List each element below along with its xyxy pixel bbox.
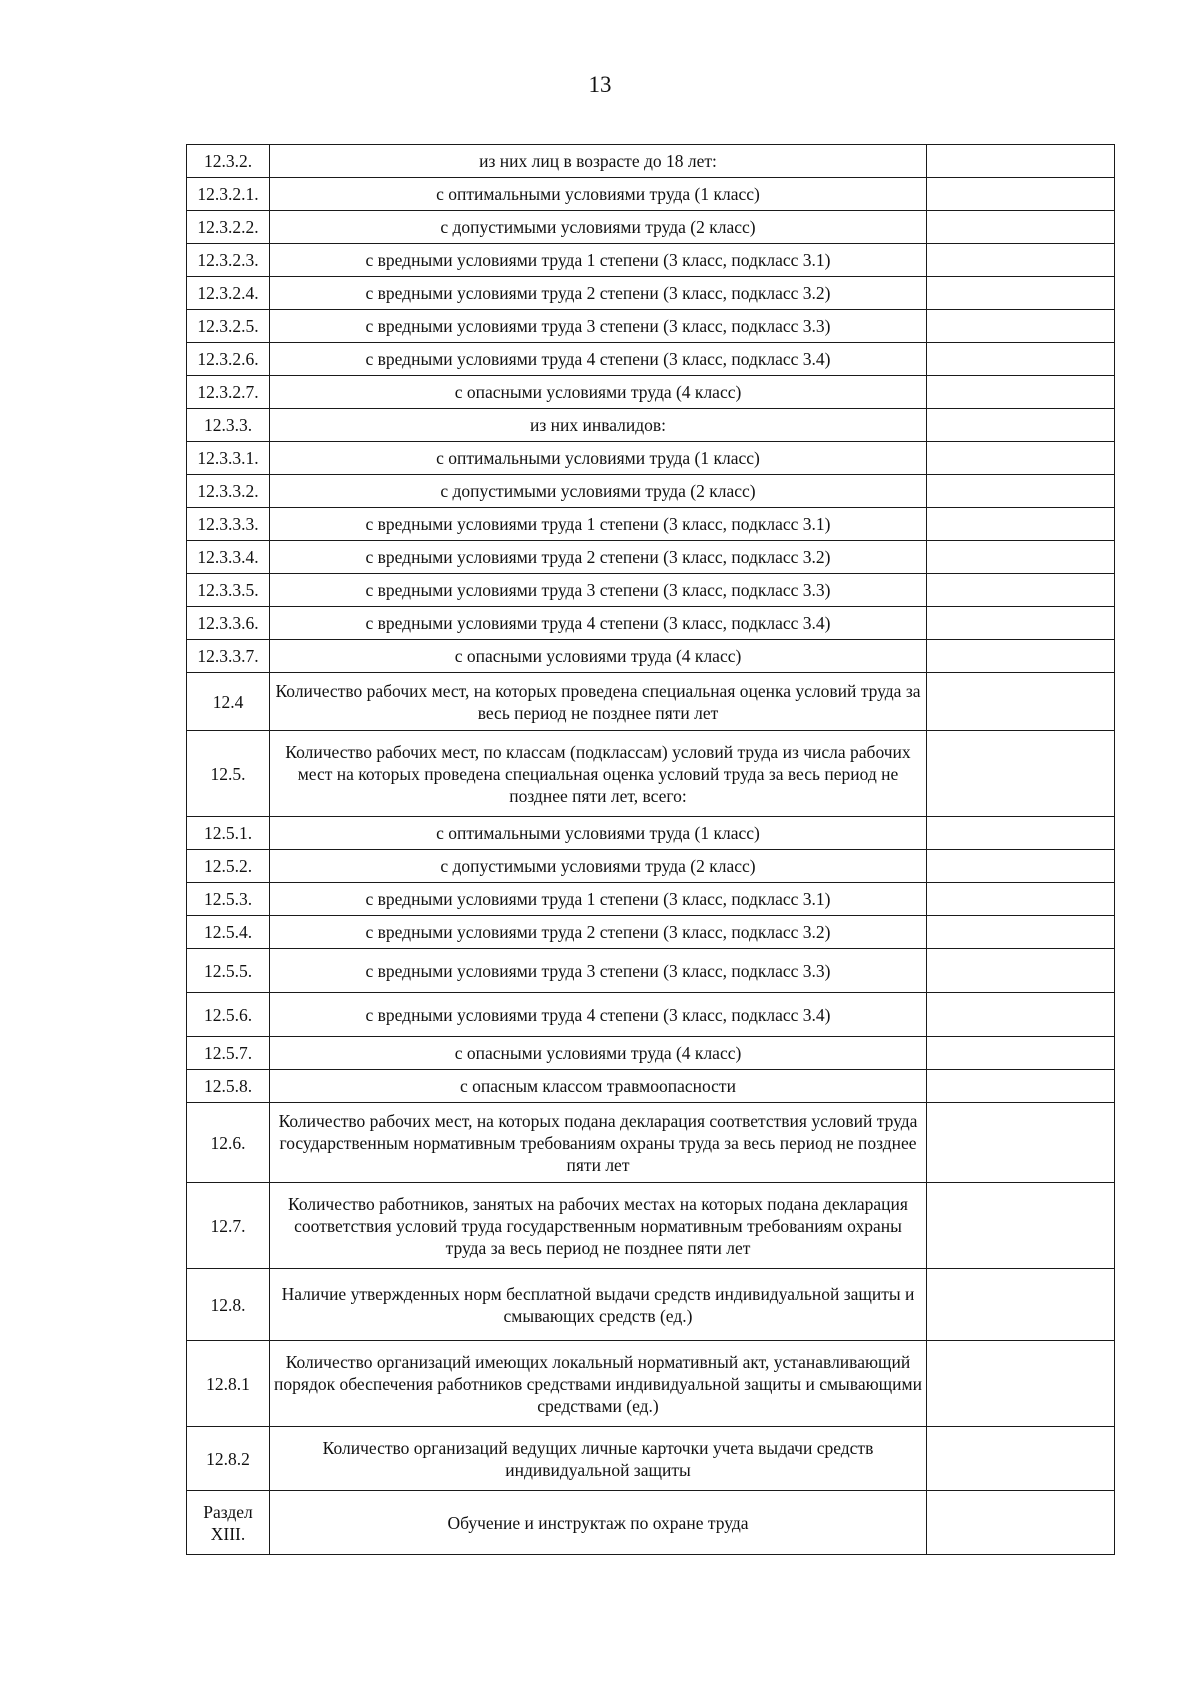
- row-value-cell[interactable]: [927, 916, 1115, 949]
- row-value-cell[interactable]: [927, 993, 1115, 1037]
- row-description: с вредными условиями труда 1 степени (3 класс, подкласс 3.1): [270, 244, 927, 277]
- row-value-cell[interactable]: [927, 883, 1115, 916]
- page-number: 13: [588, 72, 612, 97]
- table-row: [187, 1070, 1115, 1103]
- row-number: 12.3.2.7.: [187, 376, 270, 409]
- row-description: с оптимальными условиями труда (1 класс): [270, 817, 927, 850]
- table-row: [187, 541, 1115, 574]
- row-description: с опасными условиями труда (4 класс): [270, 640, 927, 673]
- row-value-cell[interactable]: [927, 1341, 1115, 1427]
- row-number: 12.3.2.2.: [187, 211, 270, 244]
- row-value-cell[interactable]: [927, 640, 1115, 673]
- row-number: 12.3.2.6.: [187, 343, 270, 376]
- row-value-cell[interactable]: [927, 731, 1115, 817]
- row-description: Количество организаций ведущих личные карточки учета выдачи средств индивидуальной защиты: [270, 1427, 927, 1491]
- row-number: 12.5.7.: [187, 1037, 270, 1070]
- table-row: [187, 1103, 1115, 1183]
- table-row: [187, 916, 1115, 949]
- row-value-cell[interactable]: [927, 1427, 1115, 1491]
- row-number: 12.5.3.: [187, 883, 270, 916]
- row-number: 12.6.: [187, 1103, 270, 1183]
- row-description: из них лиц в возрасте до 18 лет:: [270, 145, 927, 178]
- row-description: с допустимыми условиями труда (2 класс): [270, 211, 927, 244]
- row-number: 12.3.2.: [187, 145, 270, 178]
- row-value-cell[interactable]: [927, 1037, 1115, 1070]
- table-row: [187, 508, 1115, 541]
- row-number: 12.3.3.7.: [187, 640, 270, 673]
- table-row: [187, 244, 1115, 277]
- row-value-cell[interactable]: [927, 1269, 1115, 1341]
- row-number: 12.5.: [187, 731, 270, 817]
- row-number: 12.3.2.5.: [187, 310, 270, 343]
- row-number: Раздел XIII.: [187, 1491, 270, 1555]
- table-row: [187, 475, 1115, 508]
- row-description: с опасными условиями труда (4 класс): [270, 1037, 927, 1070]
- table-row: [187, 673, 1115, 731]
- row-description: с вредными условиями труда 4 степени (3 класс, подкласс 3.4): [270, 993, 927, 1037]
- table-row: [187, 145, 1115, 178]
- row-description: Количество рабочих мест, на которых подана декларация соответствия условий труда государственным нормативным требованиям охраны труда за весь период не позднее пяти лет: [270, 1103, 927, 1183]
- row-value-cell[interactable]: [927, 541, 1115, 574]
- row-number: 12.3.2.4.: [187, 277, 270, 310]
- row-number: 12.4: [187, 673, 270, 731]
- row-description: с вредными условиями труда 3 степени (3 класс, подкласс 3.3): [270, 310, 927, 343]
- row-value-cell[interactable]: [927, 310, 1115, 343]
- row-value-cell[interactable]: [927, 376, 1115, 409]
- table-row: [187, 1341, 1115, 1427]
- row-value-cell[interactable]: [927, 1103, 1115, 1183]
- row-description: с опасным классом травмоопасности: [270, 1070, 927, 1103]
- row-description: с вредными условиями труда 1 степени (3 класс, подкласс 3.1): [270, 883, 927, 916]
- row-number: 12.3.3.6.: [187, 607, 270, 640]
- row-number: 12.3.3.4.: [187, 541, 270, 574]
- row-description: с вредными условиями труда 1 степени (3 класс, подкласс 3.1): [270, 508, 927, 541]
- row-number: 12.5.4.: [187, 916, 270, 949]
- table-row: [187, 574, 1115, 607]
- row-description: с допустимыми условиями труда (2 класс): [270, 850, 927, 883]
- row-description: из них инвалидов:: [270, 409, 927, 442]
- row-description: с допустимыми условиями труда (2 класс): [270, 475, 927, 508]
- table-row: [187, 1491, 1115, 1555]
- row-value-cell[interactable]: [927, 178, 1115, 211]
- row-number: 12.3.3.: [187, 409, 270, 442]
- row-number: 12.8.: [187, 1269, 270, 1341]
- table-row: [187, 883, 1115, 916]
- row-number: 12.5.2.: [187, 850, 270, 883]
- row-description: с вредными условиями труда 2 степени (3 класс, подкласс 3.2): [270, 916, 927, 949]
- row-value-cell[interactable]: [927, 409, 1115, 442]
- table-row: [187, 376, 1115, 409]
- row-description: с вредными условиями труда 2 степени (3 класс, подкласс 3.2): [270, 277, 927, 310]
- row-value-cell[interactable]: [927, 442, 1115, 475]
- row-description: с вредными условиями труда 4 степени (3 класс, подкласс 3.4): [270, 343, 927, 376]
- row-value-cell[interactable]: [927, 949, 1115, 993]
- row-number: 12.5.8.: [187, 1070, 270, 1103]
- row-value-cell[interactable]: [927, 817, 1115, 850]
- table-row: [187, 850, 1115, 883]
- table-row: [187, 1427, 1115, 1491]
- row-value-cell[interactable]: [927, 574, 1115, 607]
- row-number: 12.3.2.3.: [187, 244, 270, 277]
- table-row: [187, 1037, 1115, 1070]
- row-value-cell[interactable]: [927, 1491, 1115, 1555]
- row-description: с вредными условиями труда 3 степени (3 класс, подкласс 3.3): [270, 949, 927, 993]
- table-row: [187, 607, 1115, 640]
- row-description: с вредными условиями труда 3 степени (3 класс, подкласс 3.3): [270, 574, 927, 607]
- row-number: 12.5.6.: [187, 993, 270, 1037]
- row-value-cell[interactable]: [927, 475, 1115, 508]
- row-number: 12.5.1.: [187, 817, 270, 850]
- report-table-body: [187, 145, 1115, 1555]
- table-row: [187, 993, 1115, 1037]
- table-row: [187, 211, 1115, 244]
- row-description: Наличие утвержденных норм бесплатной выдачи средств индивидуальной защиты и смывающих средств (ед.): [270, 1269, 927, 1341]
- table-row: [187, 1183, 1115, 1269]
- table-row: [187, 817, 1115, 850]
- table-row: [187, 178, 1115, 211]
- table-row: [187, 277, 1115, 310]
- table-row: [187, 409, 1115, 442]
- row-number: 12.3.3.5.: [187, 574, 270, 607]
- table-row: [187, 1269, 1115, 1341]
- row-value-cell[interactable]: [927, 244, 1115, 277]
- row-number: 12.5.5.: [187, 949, 270, 993]
- row-description: с оптимальными условиями труда (1 класс): [270, 442, 927, 475]
- row-number: 12.3.2.1.: [187, 178, 270, 211]
- row-value-cell[interactable]: [927, 1070, 1115, 1103]
- report-table: [186, 144, 1115, 1555]
- row-number: 12.3.3.3.: [187, 508, 270, 541]
- table-row: [187, 949, 1115, 993]
- table-row: [187, 343, 1115, 376]
- row-number: 12.3.3.2.: [187, 475, 270, 508]
- row-value-cell[interactable]: [927, 343, 1115, 376]
- row-value-cell[interactable]: [927, 211, 1115, 244]
- table-row: [187, 731, 1115, 817]
- table-row: [187, 640, 1115, 673]
- row-number: 12.3.3.1.: [187, 442, 270, 475]
- row-description: Количество рабочих мест, по классам (подклассам) условий труда из числа рабочих мест на которых проведена специальная оценка условий труда за весь период не позднее пяти лет, всего:: [270, 731, 927, 817]
- table-row: [187, 442, 1115, 475]
- table-row: [187, 310, 1115, 343]
- row-description: с оптимальными условиями труда (1 класс): [270, 178, 927, 211]
- row-value-cell[interactable]: [927, 508, 1115, 541]
- row-value-cell[interactable]: [927, 607, 1115, 640]
- row-description: с вредными условиями труда 4 степени (3 класс, подкласс 3.4): [270, 607, 927, 640]
- row-value-cell[interactable]: [927, 673, 1115, 731]
- row-description: Количество организаций имеющих локальный нормативный акт, устанавливающий порядок обеспечения работников средствами индивидуальной защиты и смывающими средствами (ед.): [270, 1341, 927, 1427]
- row-description: с опасными условиями труда (4 класс): [270, 376, 927, 409]
- row-value-cell[interactable]: [927, 850, 1115, 883]
- row-value-cell[interactable]: [927, 277, 1115, 310]
- row-number: 12.7.: [187, 1183, 270, 1269]
- row-description: Обучение и инструктаж по охране труда: [270, 1491, 927, 1555]
- row-number: 12.8.1: [187, 1341, 270, 1427]
- row-value-cell[interactable]: [927, 145, 1115, 178]
- row-number: 12.8.2: [187, 1427, 270, 1491]
- row-value-cell[interactable]: [927, 1183, 1115, 1269]
- row-description: Количество работников, занятых на рабочих местах на которых подана декларация соответствия условий труда государственным нормативным требованиям охраны труда за весь период не позднее пяти лет: [270, 1183, 927, 1269]
- row-description: с вредными условиями труда 2 степени (3 класс, подкласс 3.2): [270, 541, 927, 574]
- row-description: Количество рабочих мест, на которых проведена специальная оценка условий труда за весь период не позднее пяти лет: [270, 673, 927, 731]
